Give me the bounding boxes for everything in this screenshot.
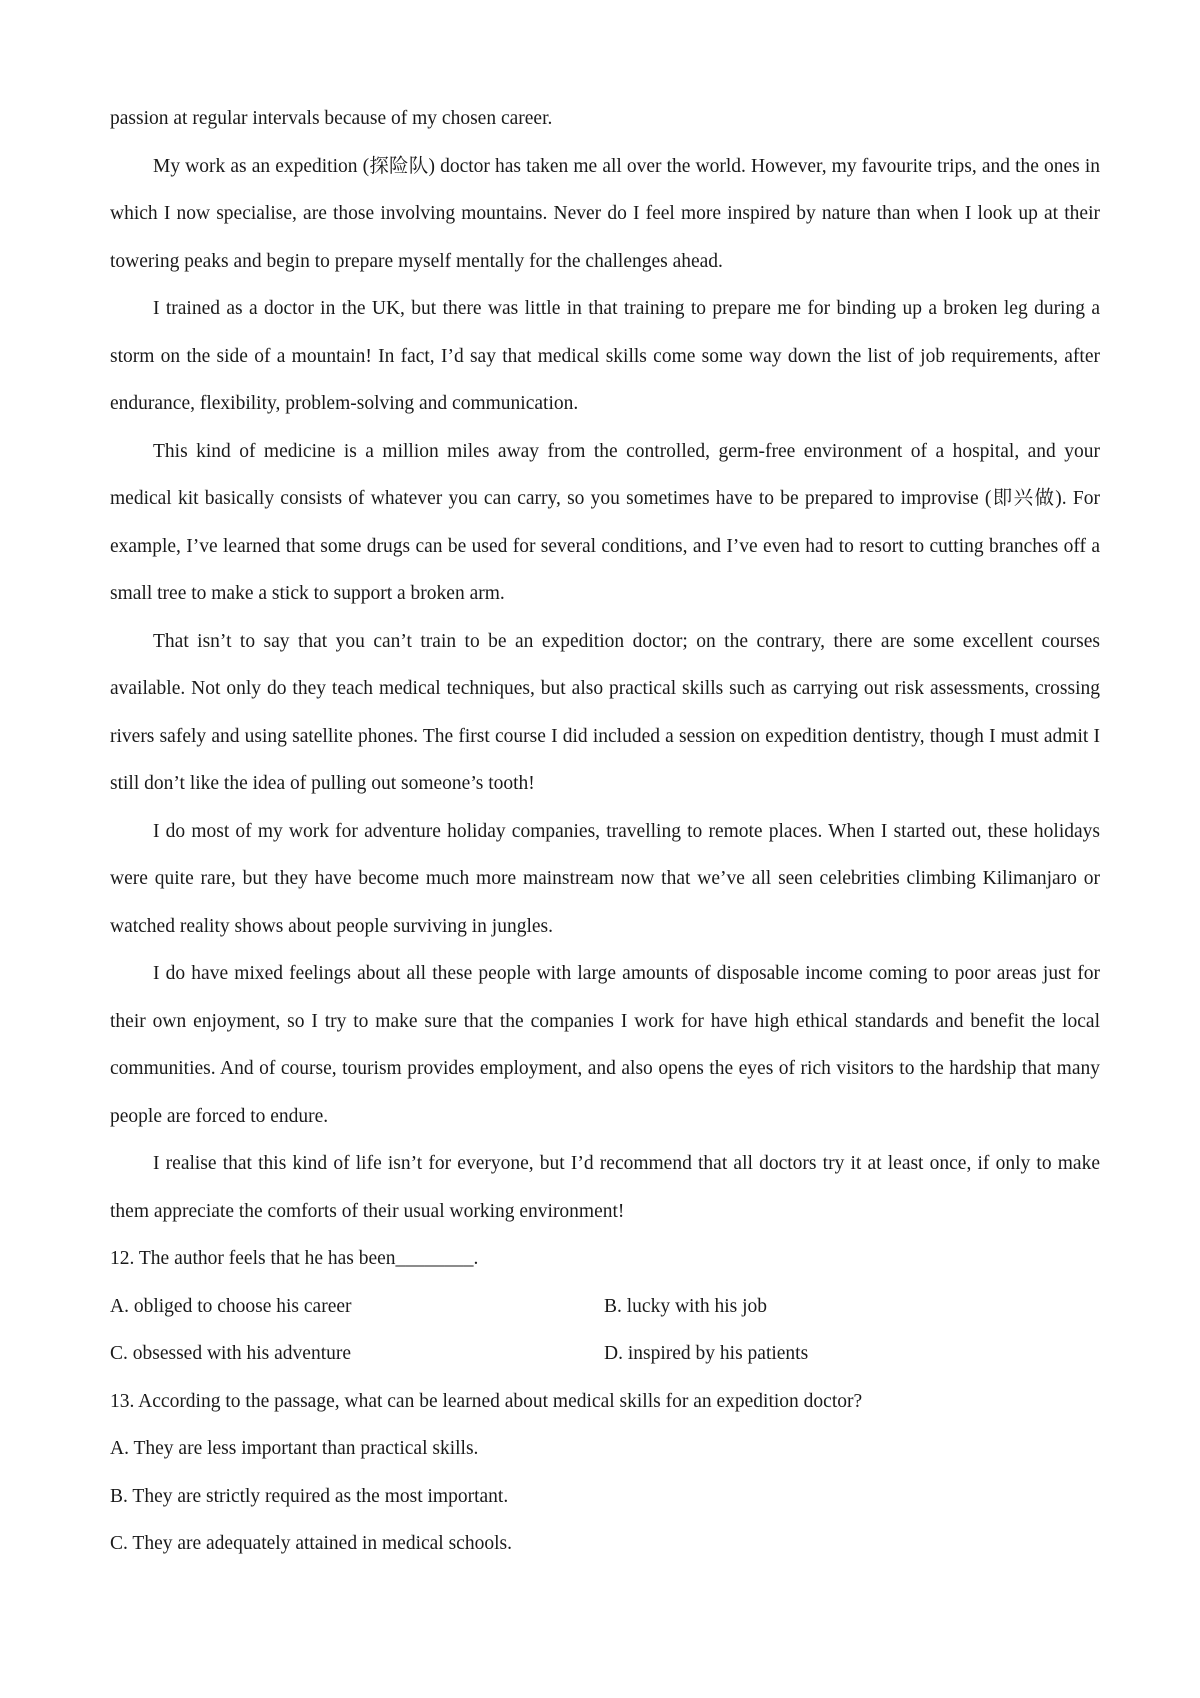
question-13-stem: 13. According to the passage, what can be learned about medical skills for an expedition doctor? (110, 1390, 863, 1412)
question-13-option-b: B. They are strictly required as the most important. (110, 1485, 509, 1507)
question-12-option-b: B. lucky with his job (604, 1295, 768, 1317)
passage-paragraph: My work as an expedition (探险队) doctor has taken me all over the world. However, my favourite trips, and the ones in which I now specialise, are those involving mountains. Never do I feel more inspired by nature than when I look up at their towering peaks and begin to prepare myself mentally for the challenges ahead. (110, 155, 1100, 272)
question-13-option-a: A. They are less important than practical skills. (110, 1438, 479, 1459)
question-12-options-row-2 (110, 1330, 1100, 1378)
passage-paragraph: This kind of medicine is a million miles away from the controlled, germ-free environment of a hospital, and your medical kit basically consists of whatever you can carry, so you sometimes have to be prepared to improvise (即兴做). For example, I’ve learned that some drugs can be used for several conditions, and I’ve even had to resort to cutting branches off a small tree to make a stick to support a broken arm. (110, 440, 1100, 604)
passage-paragraph: I do most of my work for adventure holiday companies, travelling to remote places. When I started out, these holidays were quite rare, but they have become much more mainstream now that we’ve all seen celebrities climbing Kilimanjaro or watched reality shows about people surviving in jungles. (110, 820, 1100, 937)
question-12-option-d: D. inspired by his patients (604, 1343, 809, 1364)
passage-paragraph: That isn’t to say that you can’t train to be an expedition doctor; on the contrary, there are some excellent courses available. Not only do they teach medical techniques, but also practical skills such as carrying out risk assessments, crossing rivers safely and using satellite phones. The first course I did included a session on expedition dentistry, though I must admit I still don’t like the idea of pulling out someone’s tooth! (110, 630, 1100, 794)
passage-continuation-line: passion at regular intervals because of my chosen career. (110, 108, 553, 129)
question-12-options-row-1 (110, 1283, 1100, 1331)
passage-paragraph: I trained as a doctor in the UK, but there was little in that training to prepare me for binding up a broken leg during a storm on the side of a mountain! In fact, I’d say that medical skills come some way down the list of job requirements, after endurance, flexibility, problem-solving and communication. (110, 298, 1100, 414)
question-12-stem: 12. The author feels that he has been________. (110, 1248, 479, 1269)
passage-paragraph: I do have mixed feelings about all these people with large amounts of disposable income coming to poor areas just for their own enjoyment, so I try to make sure that the companies I work for have high ethical standards and benefit the local communities. And of course, tourism provides employment, and also opens the eyes of rich visitors to the hardship that many people are forced to endure. (110, 963, 1100, 1127)
passage-paragraph: I realise that this kind of life isn’t for everyone, but I’d recommend that all doctors try it at least once, if only to make them appreciate the comforts of their usual working environment! (110, 1153, 1100, 1222)
document-page (110, 95, 1100, 1568)
question-12-option-a: A. obliged to choose his career (110, 1295, 352, 1317)
question-12-option-c: C. obsessed with his adventure (110, 1343, 352, 1364)
question-13-option-c: C. They are adequately attained in medical schools. (110, 1533, 512, 1554)
